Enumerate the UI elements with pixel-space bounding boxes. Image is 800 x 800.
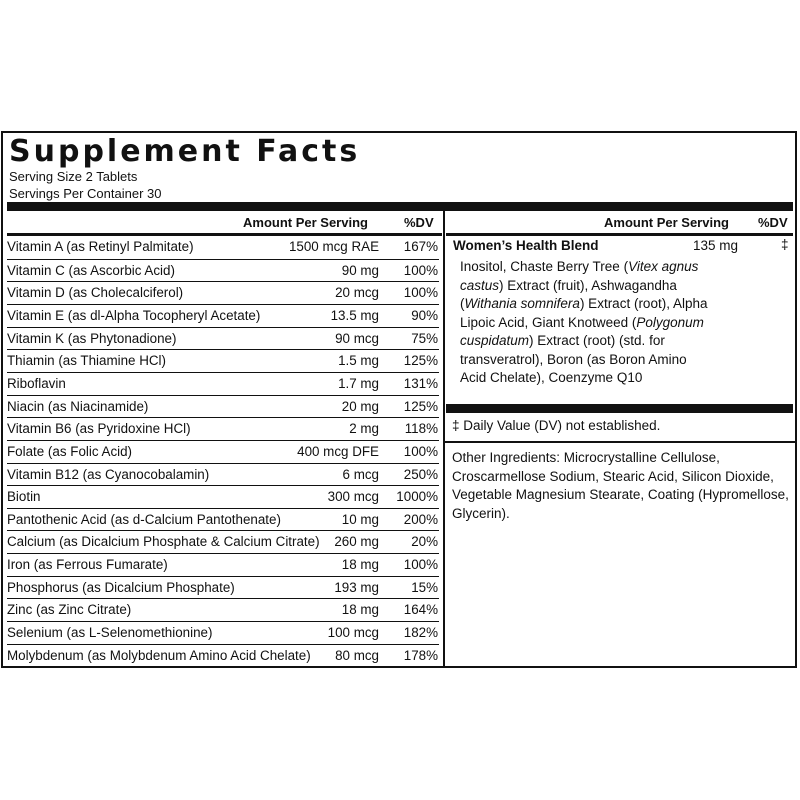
nutrient-row <box>7 621 439 645</box>
right-column-bottom <box>445 441 797 443</box>
servings-per-container: Servings Per Container 30 <box>9 186 162 201</box>
nutrient-name: Calcium (as Dicalcium Phosphate & Calcium Citrate) <box>7 534 320 550</box>
nutrient-dv: 131% <box>403 375 438 391</box>
nutrient-row <box>7 598 439 622</box>
nutrient-dv: 100% <box>403 557 438 573</box>
nutrient-amount: 6 mcg <box>342 466 379 482</box>
nutrient-dv: 125% <box>403 398 438 414</box>
nutrient-row <box>7 576 439 600</box>
nutrient-amount: 80 mcg <box>335 647 379 663</box>
nutrient-dv: 200% <box>403 511 438 527</box>
blend-bottom-rule <box>446 404 793 413</box>
nutrient-amount: 10 mg <box>341 511 379 527</box>
nutrient-name: Vitamin A (as Retinyl Palmitate) <box>7 239 194 254</box>
nutrient-amount: 260 mg <box>334 534 379 550</box>
nutrient-name: Phosphorus (as Dicalcium Phosphate) <box>7 579 235 595</box>
right-header-dv: %DV <box>758 215 788 230</box>
panel-title: Supplement Facts <box>9 134 361 169</box>
nutrient-name: Vitamin B12 (as Cyanocobalamin) <box>7 466 210 482</box>
blend-dv: ‡ <box>781 237 789 252</box>
nutrient-row <box>7 327 439 351</box>
nutrient-amount: 13.5 mg <box>330 307 379 323</box>
nutrient-name: Iron (as Ferrous Fumarate) <box>7 557 168 573</box>
nutrient-row <box>7 395 439 419</box>
nutrient-row <box>7 553 439 577</box>
serving-size: Serving Size 2 Tablets <box>9 169 138 184</box>
ingredient-text: Inositol, Chaste Berry Tree ( <box>460 259 629 274</box>
nutrient-amount: 20 mcg <box>335 285 379 301</box>
nutrient-dv: 178% <box>403 647 438 663</box>
nutrient-row <box>7 485 439 509</box>
top-thick-rule <box>7 202 793 211</box>
nutrient-row <box>7 530 439 554</box>
nutrient-amount: 18 mg <box>341 602 379 618</box>
nutrient-name: Zinc (as Zinc Citrate) <box>7 602 132 618</box>
nutrient-name: Selenium (as L-Selenomethionine) <box>7 625 213 641</box>
nutrient-dv: 182% <box>403 625 438 641</box>
nutrient-dv: 1000% <box>396 489 438 505</box>
nutrient-name: Vitamin E (as dl-Alpha Tocopheryl Acetate) <box>7 307 261 323</box>
nutrient-amount: 300 mcg <box>327 489 379 505</box>
botanical-name: Polygonum cuspidatum <box>460 314 704 348</box>
nutrient-dv: 125% <box>403 353 438 369</box>
nutrient-dv: 250% <box>403 466 438 482</box>
dv-footnote: ‡ Daily Value (DV) not established. <box>452 418 661 433</box>
nutrient-amount: 90 mcg <box>335 330 379 346</box>
botanical-name: Withania somnifera <box>464 296 580 311</box>
blend-amount: 135 mg <box>693 238 739 253</box>
nutrient-dv: 15% <box>411 579 438 595</box>
nutrient-row <box>7 304 439 328</box>
nutrient-name: Vitamin C (as Ascorbic Acid) <box>7 262 175 278</box>
nutrient-dv: 167% <box>403 239 438 254</box>
nutrient-amount: 18 mg <box>341 557 379 573</box>
nutrient-amount: 193 mg <box>334 579 379 595</box>
nutrient-row <box>7 281 439 305</box>
nutrient-dv: 100% <box>403 262 438 278</box>
nutrient-name: Thiamin (as Thiamine HCl) <box>7 353 166 369</box>
nutrient-dv: 75% <box>411 330 438 346</box>
nutrient-dv: 100% <box>403 443 438 459</box>
nutrient-row <box>7 349 439 373</box>
nutrient-dv: 100% <box>403 285 438 301</box>
nutrient-amount: 20 mg <box>341 398 379 414</box>
nutrient-amount: 400 mcg DFE <box>297 443 379 459</box>
nutrient-amount: 100 mcg <box>327 625 379 641</box>
blend-name: Women’s Health Blend <box>453 238 599 253</box>
ingredient-text: ) Extract (fruit), Ashwagandha ( <box>460 277 677 311</box>
nutrient-name: Vitamin D (as Cholecalciferol) <box>7 285 184 301</box>
column-divider <box>443 209 445 667</box>
nutrient-dv: 90% <box>411 307 438 323</box>
nutrient-amount: 2 mg <box>349 421 379 437</box>
botanical-name: Vitex agnus castus <box>460 259 699 293</box>
left-header-dv: %DV <box>404 215 434 230</box>
nutrient-amount: 1.7 mg <box>338 375 379 391</box>
nutrient-amount: 1.5 mg <box>338 353 379 369</box>
nutrient-row <box>7 508 439 532</box>
nutrient-row <box>7 372 439 396</box>
nutrient-row <box>7 463 439 487</box>
nutrient-amount: 90 mg <box>341 262 379 278</box>
right-header-rule <box>446 233 793 236</box>
nutrient-row <box>7 417 439 441</box>
nutrient-name: Molybdenum (as Molybdenum Amino Acid Chelate) <box>7 647 311 663</box>
nutrient-amount: 1500 mcg RAE <box>288 239 379 254</box>
nutrient-name: Vitamin B6 (as Pyridoxine HCl) <box>7 421 191 437</box>
other-ingredients: Other Ingredients: Microcrystalline Cellulose, Croscarmellose Sodium, Stearic Acid, Silicon Dioxide, Vegetable Magnesium Stearate, Coating (Hypromellose, Glycerin). <box>452 450 789 521</box>
nutrient-name: Riboflavin <box>7 375 66 391</box>
nutrient-dv: 20% <box>411 534 438 550</box>
ingredient-text: ) Extract (root) (std. for transveratrol), Boron (as Boron Amino Acid Chelate), Coenzyme Q10 <box>460 333 687 385</box>
nutrient-name: Vitamin K (as Phytonadione) <box>7 330 177 346</box>
ingredient-text: ) Extract (root), Alpha Lipoic Acid, Giant Knotweed ( <box>460 296 708 330</box>
left-header-amount: Amount Per Serving <box>243 215 368 230</box>
nutrient-name: Biotin <box>7 489 41 505</box>
nutrient-row <box>7 259 439 283</box>
right-header-amount: Amount Per Serving <box>604 215 729 230</box>
nutrient-row <box>7 236 439 259</box>
nutrient-row <box>7 644 439 668</box>
nutrient-name: Niacin (as Niacinamide) <box>7 398 149 414</box>
blend-ingredients <box>460 258 710 388</box>
nutrient-dv: 118% <box>404 421 438 437</box>
nutrient-row <box>7 440 439 464</box>
nutrient-name: Folate (as Folic Acid) <box>7 443 133 459</box>
nutrient-name: Pantothenic Acid (as d-Calcium Pantothenate) <box>7 511 281 527</box>
nutrient-dv: 164% <box>403 602 438 618</box>
